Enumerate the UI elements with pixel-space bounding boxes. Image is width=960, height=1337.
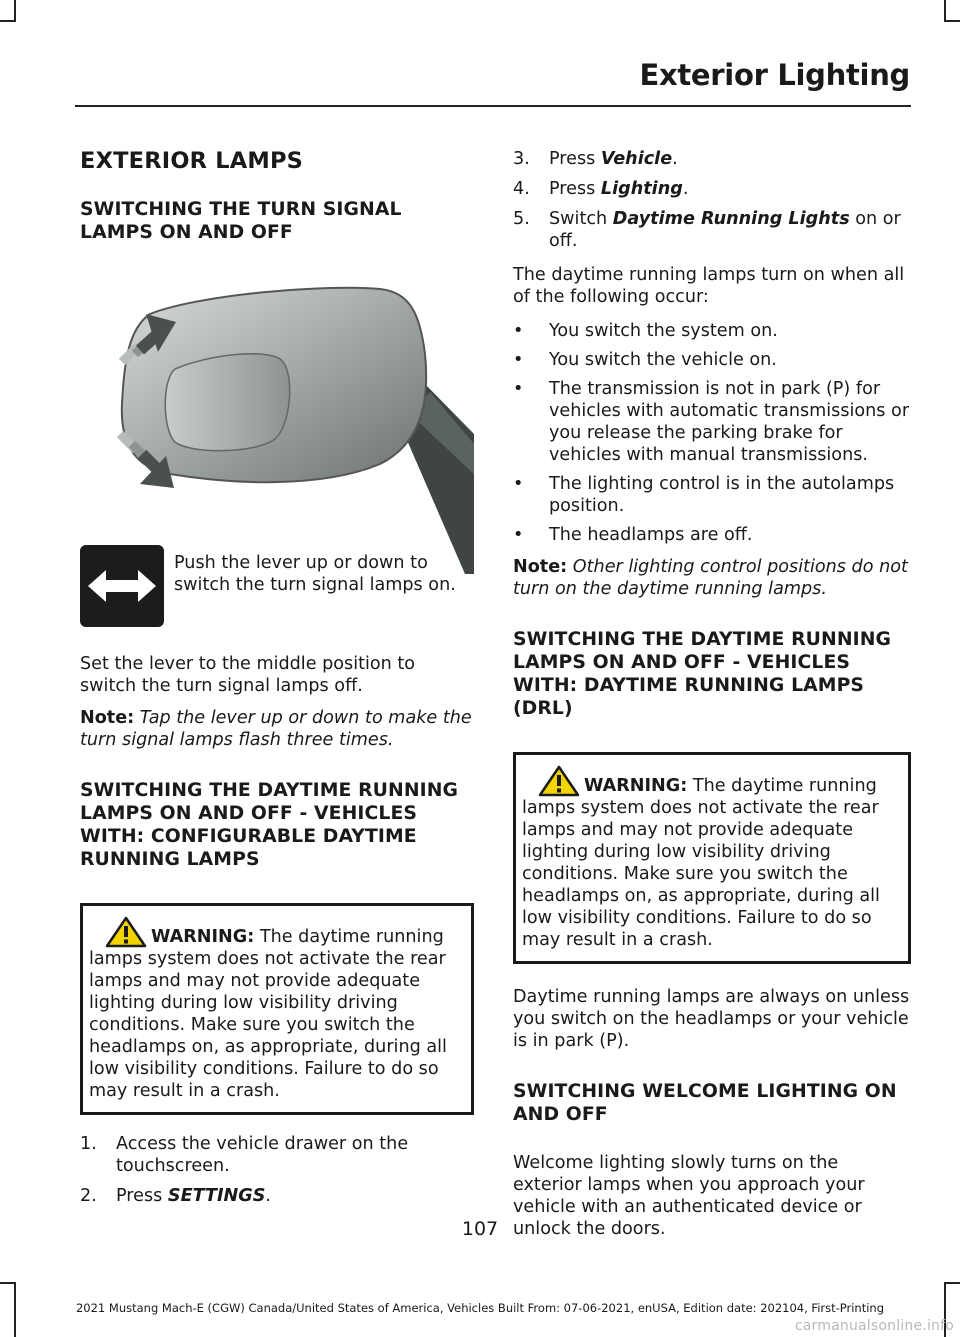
turn-signal-icon-text: Push the lever up or down to switch the turn signal lamps on. [174,553,456,595]
step-number: 3. [513,149,530,169]
note-text: Other lighting control positions do not turn on the daytime running lamps. [513,557,908,599]
turn-signal-off-text: Set the lever to the middle position to switch the turn signal lamps off. [80,654,416,696]
condition-text: The transmission is not in park (P) for vehicles with automatic transmissions or you release the parking brake for vehicles with manual transmissions. [549,379,910,465]
crop-mark [944,0,946,22]
right-column [513,148,911,1240]
bullet: • [513,321,524,341]
step-emphasis: Daytime Running Lights [612,209,850,229]
crop-mark [0,1282,16,1284]
step-item [513,208,911,252]
condition-item [513,320,911,342]
drl-body: Daytime running lamps are always on unless you switch on the headlamps or your vehicle is in park (P). [513,987,910,1051]
crop-mark [14,0,16,22]
condition-text: You switch the vehicle on. [549,350,777,370]
step-text: Press [116,1186,168,1206]
drl-intro: The daytime running lamps turn on when all of the following occur: [513,265,905,307]
condition-item [513,473,911,517]
step-emphasis: SETTINGS [167,1186,266,1206]
step-text: Press [549,149,601,169]
steps-list [80,1133,474,1207]
steps-list-continued [513,148,911,252]
step-text-end: on or off. [549,209,901,251]
condition-text: The headlamps are off. [549,525,753,545]
mirror-turn-signal-figure [80,274,474,546]
conditions-list [513,320,911,546]
warning-box [513,752,911,964]
turn-signal-note [80,707,474,751]
step-number: 4. [513,179,530,199]
crop-mark [944,1282,960,1284]
warning-box [80,903,474,1115]
step-text-end: . [682,179,689,199]
drl-note [513,556,911,600]
crop-mark [944,20,960,22]
warning-label: WARNING: [151,927,255,947]
step-emphasis: Lighting [600,179,683,199]
step-text-end: . [672,149,678,169]
footer-text: 2021 Mustang Mach-E (CGW) Canada/United States of America, Vehicles Built From: 07-06-2021, enUSA, Edition date: 202104, First-Printing [75,1301,884,1315]
bullet: • [513,350,524,370]
mirror-illustration [80,274,474,546]
configurable-drl-heading: SWITCHING THE DAYTIME RUNNING LAMPS ON AND OFF - VEHICLES WITH: CONFIGURABLE DAYTIME RUNNING LAMPS [80,780,459,870]
warning-label: WARNING: [584,776,688,796]
warning-body: The daytime running lamps system does not activate the rear lamps and may not provide adequate lighting during low visibility driving conditions. Make sure you switch the headlamps on, as appropriate, during all low visibility conditions. Failure to do so may result in a crash. [522,776,880,950]
warning-text [89,916,465,1102]
step-text: Access the vehicle drawer on the touchscreen. [116,1134,409,1176]
step-item [80,1185,474,1207]
note-label: Note: [80,708,135,728]
page-number: 107 [461,1218,499,1240]
welcome-lighting-body: Welcome lighting slowly turns on the exterior lamps when you approach your vehicle with an authenticated device or unlock the doors. [513,1153,865,1239]
crop-mark [0,20,16,22]
warning-body: The daytime running lamps system does not activate the rear lamps and may not provide adequate lighting during low visibility driving conditions. Make sure you switch the headlamps on, as appropriate, during all low visibility conditions. Failure to do so may result in a crash. [89,927,447,1101]
step-item [513,178,911,200]
bullet: • [513,379,524,399]
note-text: Tap the lever up or down to make the turn signal lamps flash three times. [80,708,472,750]
drl-heading: SWITCHING THE DAYTIME RUNNING LAMPS ON AND OFF - VEHICLES WITH: DAYTIME RUNNING LAMPS (DRL) [513,629,892,719]
step-number: 2. [80,1186,97,1206]
warning-text [522,765,902,951]
watermark: carmanualsonline.info [794,1318,954,1334]
condition-text: You switch the system on. [549,321,778,341]
figure-code: E323497 [466,514,474,546]
warning-triangle-icon [538,765,580,797]
step-number: 5. [513,209,530,229]
step-text: Switch [549,209,613,229]
warning-triangle-icon [105,916,147,948]
step-emphasis: Vehicle [600,149,673,169]
turn-signal-heading: SWITCHING THE TURN SIGNAL LAMPS ON AND OFF [80,199,402,243]
step-text-end: . [265,1186,271,1206]
note-label: Note: [513,557,568,577]
condition-item [513,378,911,466]
step-text: Press [549,179,601,199]
header-rule [75,105,911,107]
section-title: EXTERIOR LAMPS [80,148,304,174]
condition-item [513,349,911,371]
step-number: 1. [80,1134,97,1154]
step-item [513,148,911,170]
turn-signal-icon [80,545,164,627]
turn-signal-instruction [80,545,474,627]
welcome-lighting-heading: SWITCHING WELCOME LIGHTING ON AND OFF [513,1081,897,1125]
condition-text: The lighting control is in the autolamps position. [549,474,895,516]
bullet: • [513,474,524,494]
bullet: • [513,525,524,545]
page-title: Exterior Lighting [639,58,910,92]
condition-item [513,524,911,546]
left-column [80,148,474,1207]
step-item [80,1133,474,1177]
